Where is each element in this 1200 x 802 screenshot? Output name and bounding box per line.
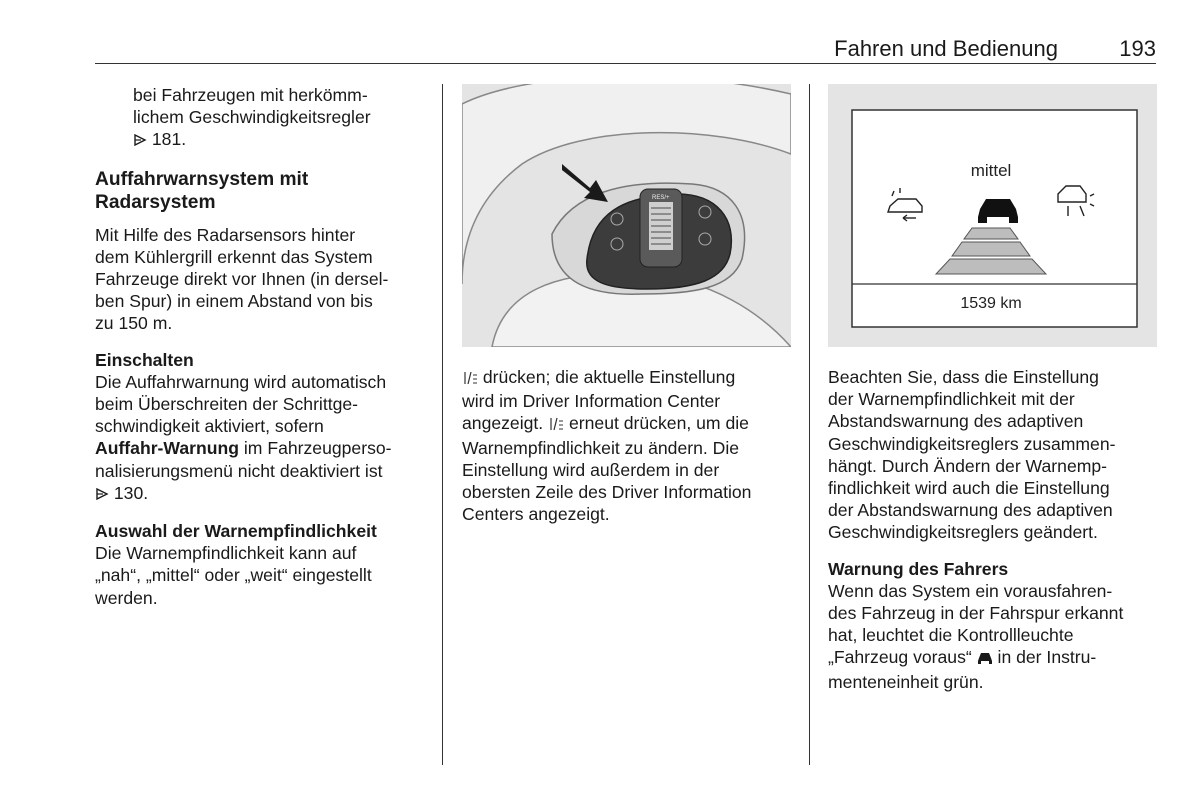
odometer-readout: 1539 km: [960, 295, 1022, 312]
intro-line: lichem Geschwindigkeitsregler: [133, 107, 371, 128]
reference-arrow-icon: [95, 484, 109, 506]
paragraph: Die Warnempfindlichkeit kann auf „nah“, „mittel“ oder „weit“ eingestellt werden.: [95, 543, 372, 608]
display-setting-label: mittel: [970, 161, 1012, 180]
reference-arrow-icon: [133, 130, 147, 152]
page-reference[interactable]: 130.: [95, 482, 430, 506]
column-3: [828, 366, 1163, 693]
page-number: 193: [1119, 36, 1156, 61]
paragraph: Beachten Sie, dass die Einstellung der Warnempfindlichkeit mit der Abstandswarnung des adaptiven Geschwindigkeitsreglers zusammen- hängt. Durch Ändern der Warnemp- findlichkeit wird auch die Einstellung der Abstandswarnung des adaptiven Geschwindigkeitsreglers geändert.: [828, 367, 1116, 543]
subheading-einschalten: Einschalten: [95, 349, 194, 370]
driver-info-display-figure: [828, 84, 1157, 347]
header-rule: [95, 63, 1156, 64]
paragraph: Mit Hilfe des Radarsensors hinter dem Kühlergrill erkennt das System Fahrzeuge direkt vor Ihnen (in dersel- ben Spur) in einem Abstand von bis zu 150 m.: [95, 224, 389, 334]
page-reference[interactable]: 181.: [133, 128, 430, 152]
intro-line: bei Fahrzeugen mit herkömm-: [133, 85, 368, 105]
section-title: Fahren und Bedienung: [834, 36, 1058, 61]
column-divider-2: [809, 84, 810, 765]
menu-item-name: Auffahr-Warnung: [95, 438, 239, 459]
column-divider-1: [442, 84, 443, 765]
paragraph: Die Auffahrwarnung wird automatisch beim Überschreiten der Schrittge- schwindigkeit aktiviert, sofern Auffahr-Warnung im Fahrzeugperso- nalisierungsmenü nicht deaktiviert ist 130.: [95, 371, 430, 506]
section-heading: Auffahrwarnsystem mit Radarsystem: [95, 168, 309, 213]
subheading-warnempfindlichkeit: Auswahl der Warnempfindlichkeit: [95, 521, 377, 542]
res-button-label: RES/+: [652, 195, 670, 201]
steering-wheel-figure: [462, 84, 791, 347]
gap-sensitivity-icon: [462, 368, 478, 390]
gap-sensitivity-icon: [548, 414, 564, 436]
subheading-warnung: Warnung des Fahrers: [828, 558, 1009, 579]
column-1: [95, 84, 430, 609]
paragraph: Wenn das System ein vorausfahren- des Fahrzeug in der Fahrspur erkannt hat, leuchtet die Kontrollleuchte „Fahrzeug voraus“ in der Instru- menteneinheit grün.: [828, 580, 1124, 692]
vehicle-ahead-icon: [977, 648, 993, 670]
column-2: drücken; die aktuelle Einstellung wird im Driver Information Center angezeigt. erneut drücken, um die Warnempfindlichkeit zu ändern. Die Einstellung wird außerdem in der obersten Zeile des Driver Information Centers angezeigt.: [462, 367, 752, 525]
